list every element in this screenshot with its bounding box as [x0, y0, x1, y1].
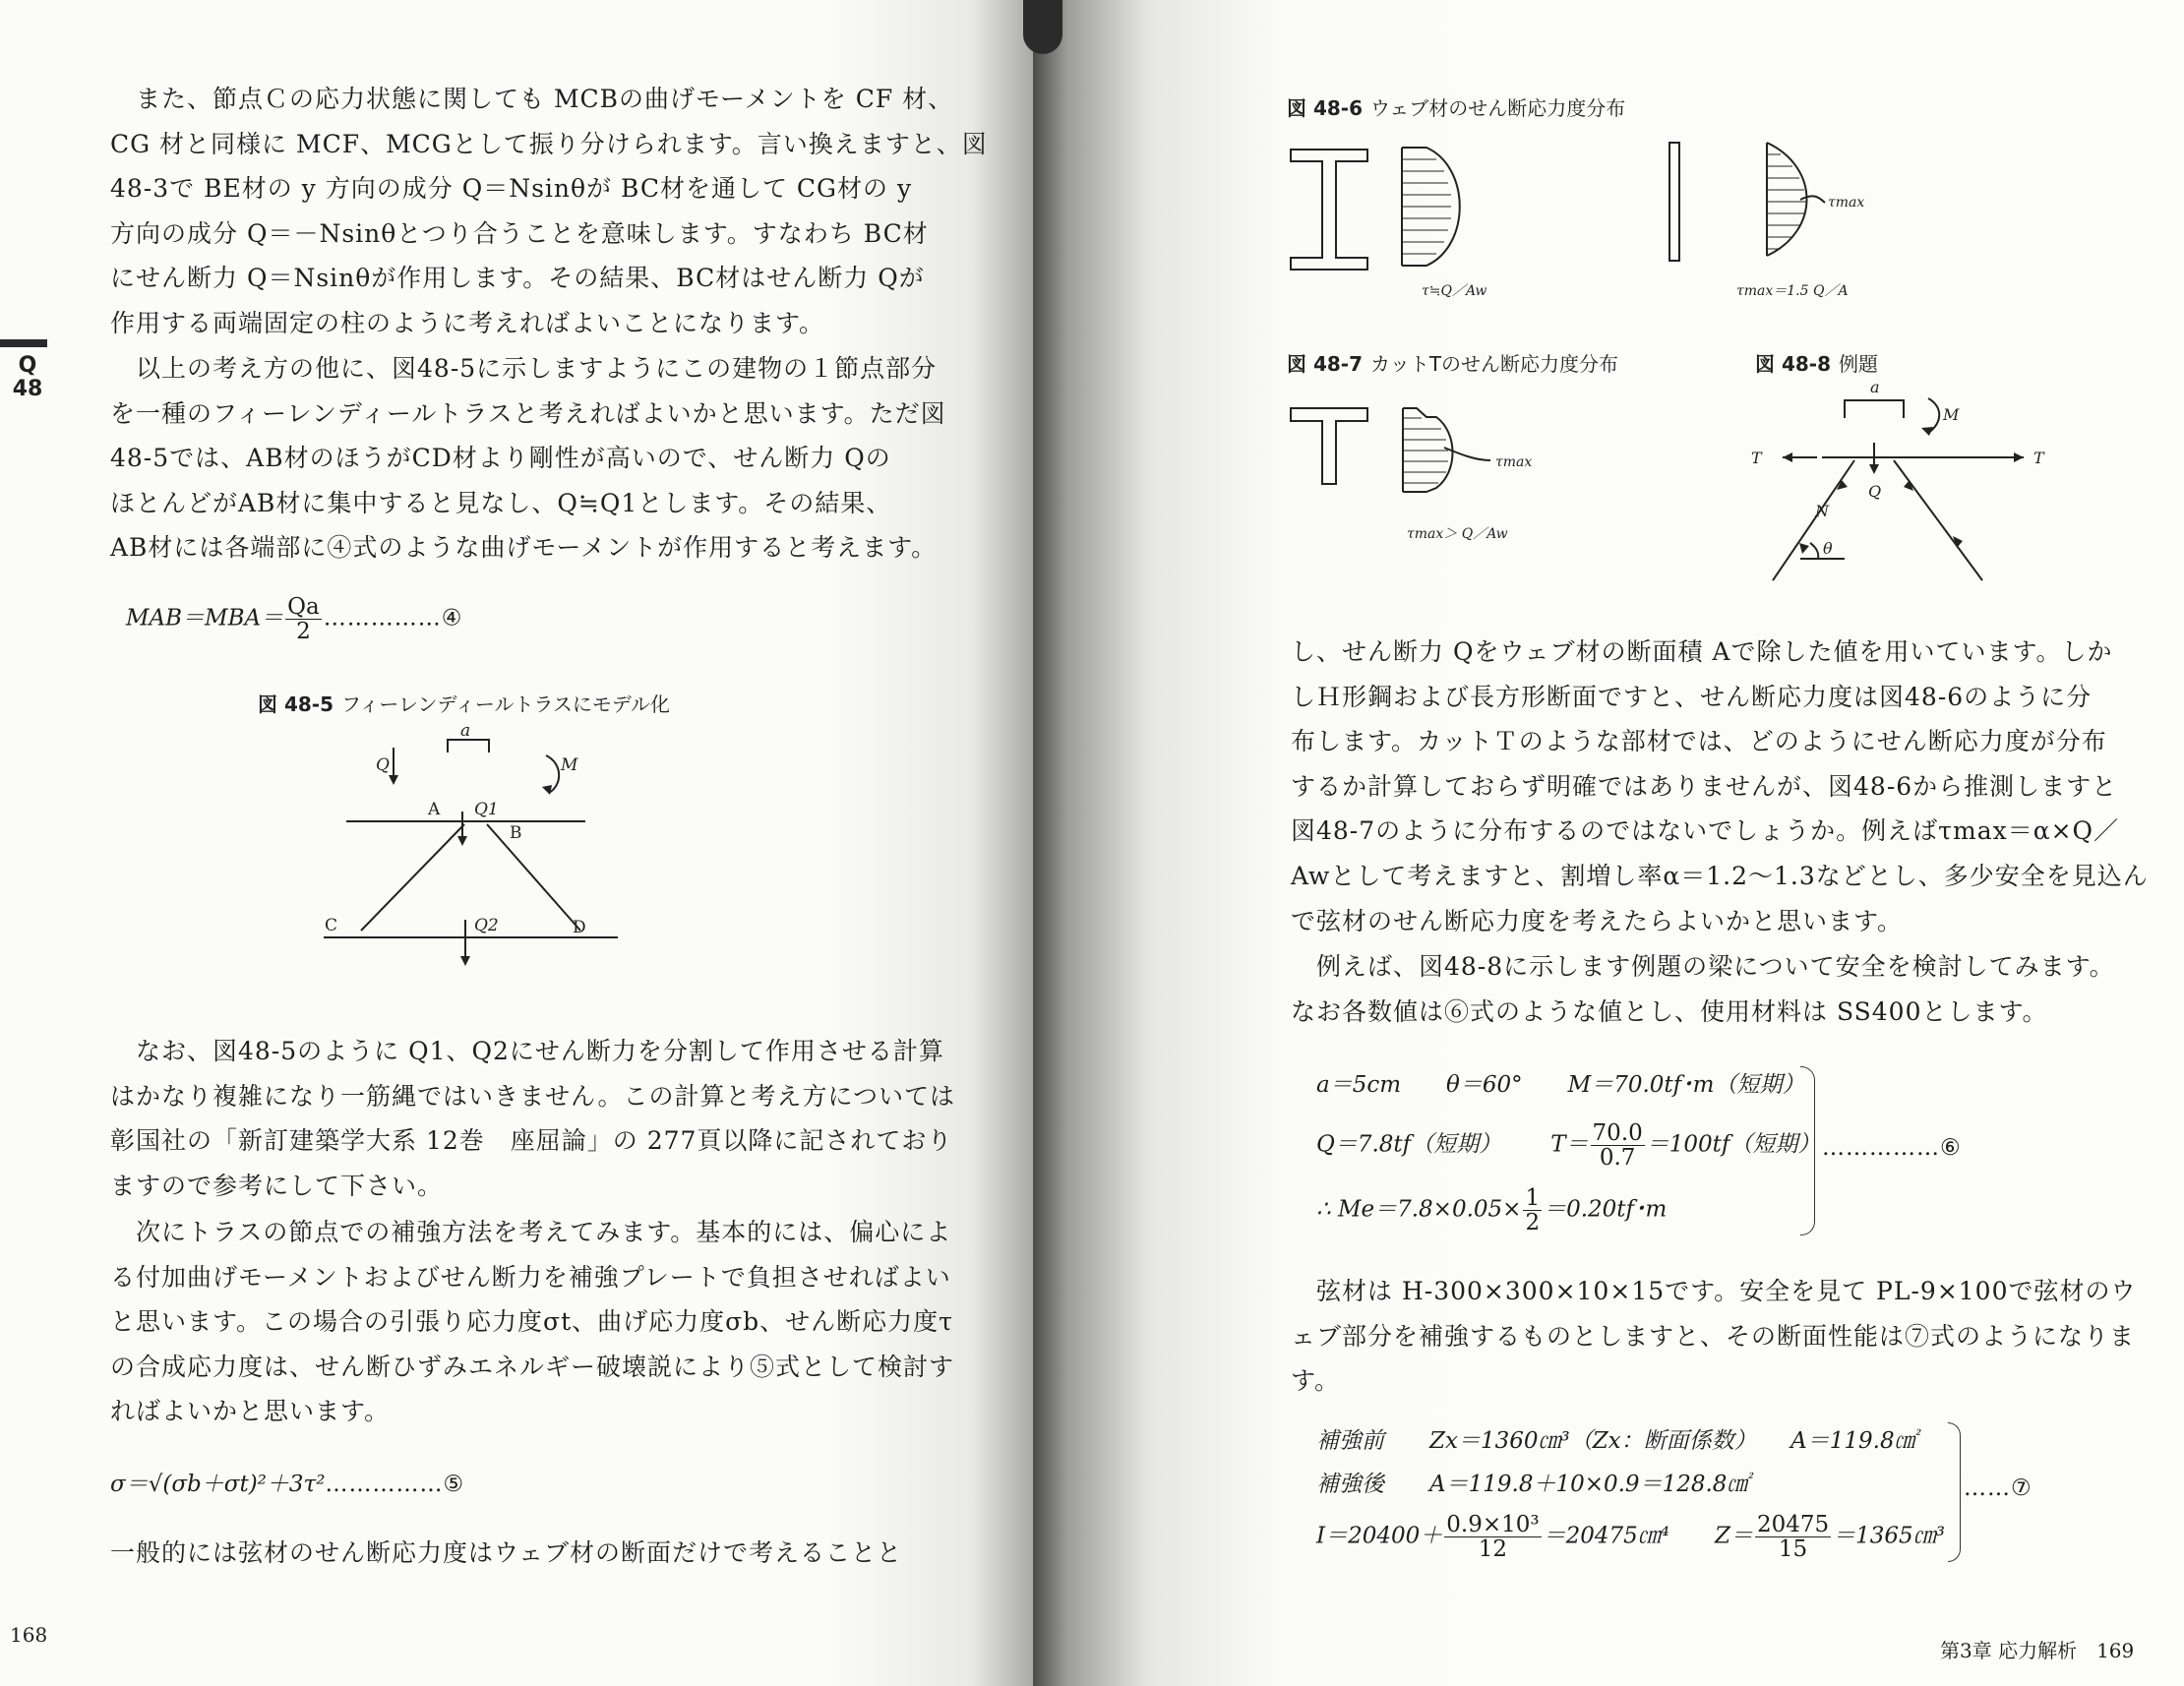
- left-paragraph-2: [110, 346, 946, 571]
- text-line: 一般的には弦材のせん断応力度はウェブ材の断面だけで考えることと: [110, 1538, 903, 1567]
- equation-part: ＝20475㎝⁴ Z＝: [1543, 1523, 1753, 1549]
- figure-number: 図 48-7: [1287, 352, 1364, 376]
- label-c-node: C: [325, 916, 338, 935]
- figure-48-8-diagram: [1746, 379, 2100, 590]
- section-tab-bar: [0, 339, 47, 347]
- label-q1: Q1: [474, 800, 499, 819]
- figure-48-5-diagram: [305, 721, 630, 964]
- fraction: [1591, 1121, 1645, 1170]
- fraction: [285, 595, 322, 643]
- text-line: はかなり複雑になり一筋縄ではいきません。この計算と考え方については: [110, 1081, 956, 1111]
- text-line: また、節点Ｃの応力状態に関しても MCBの曲げモーメントを CF 材、: [136, 85, 954, 113]
- text-line: にせん断力 Q＝Nsinθが作用します。その結果、BC材はせん断力 Qが: [110, 264, 925, 293]
- equation-7-brace: [1948, 1422, 1961, 1562]
- fraction-denominator: 2: [296, 619, 311, 644]
- label-n: N: [1815, 502, 1829, 520]
- text-line: 作用する両端固定の柱のように考えればよいことになります。: [110, 308, 825, 337]
- text-line: CG 材と同様に MCF、MCGとして振り分けられます。言い換えますと、図: [110, 129, 988, 158]
- label-t-right: T: [2033, 449, 2044, 467]
- label-t-left: T: [1751, 449, 1762, 467]
- text-line: す。: [1291, 1366, 1341, 1396]
- fraction-denominator: 0.7: [1599, 1145, 1636, 1171]
- equation-7-row-2: 補強後 A＝119.8＋10×0.9＝128.8㎠: [1316, 1472, 1750, 1497]
- fraction-numerator: 70.0: [1592, 1120, 1643, 1146]
- text-line: る付加曲げモーメントおよびせん断力を補強プレートで負担させればよい: [110, 1262, 951, 1292]
- left-paragraph-5: [110, 1531, 902, 1576]
- text-line: の合成応力度は、せん断ひずみエネルギー破壊説により⑤式として検討す: [110, 1352, 955, 1381]
- text-line: 方向の成分 Q＝－Nsinθとつり合うことを意味します。すなわち BC材: [110, 218, 929, 248]
- label-q: Q: [1868, 482, 1882, 501]
- right-paragraph-3: [1291, 1269, 2136, 1404]
- dimension-bracket: [448, 740, 489, 753]
- figure-caption: 例題: [1839, 352, 1879, 376]
- figure-48-6-title: [1287, 92, 1625, 121]
- caption-rect-section: τmax＝1.5 Q／A: [1736, 283, 1849, 299]
- text-line: するか計算しておらず明確ではありませんが、図48-6から推測しますと: [1291, 771, 2118, 801]
- label-a-node: A: [428, 800, 441, 819]
- fraction: [1444, 1513, 1541, 1561]
- equation-lhs: MAB＝MBA＝: [126, 605, 284, 632]
- equation-5: [110, 1466, 464, 1498]
- label-theta: θ: [1823, 539, 1833, 558]
- text-line: 図48-7のように分布するのではないでしょうか。例えばτmax＝α×Q／: [1291, 816, 2120, 846]
- fraction-numerator: 20475: [1756, 1512, 1830, 1537]
- equation-part: ＝100tf（短期）: [1646, 1131, 1821, 1158]
- figure-48-8-title: [1755, 348, 1878, 377]
- figure-caption: ウェブ材のせん断応力度分布: [1370, 96, 1626, 120]
- fraction-numerator: 1: [1525, 1185, 1541, 1211]
- equation-part: ∴ Me＝7.8×0.05×: [1316, 1196, 1522, 1223]
- rect-section-icon: [1669, 143, 1679, 261]
- text-line: ェブ部分を補強するものとしますと、その断面性能は⑦式のようになりま: [1291, 1321, 2136, 1351]
- equation-part: ＝1365㎝³: [1833, 1523, 1945, 1549]
- equation-7-row-3: [1316, 1513, 1945, 1561]
- equation-part: I＝20400＋: [1316, 1523, 1443, 1549]
- text-line: 次にトラスの節点での補強方法を考えてみます。基本的には、偏心によ: [136, 1218, 952, 1246]
- text-line: ますので参考にして下さい。: [110, 1171, 444, 1200]
- text-line: ほとんどがAB材に集中すると見なし、Q≒Q1とします。その結果、: [110, 488, 892, 517]
- figure-caption: カットTのせん断応力度分布: [1370, 352, 1619, 376]
- text-line: Awとして考えますと、割増し率α＝1.2～1.3などとし、多少安全を見込ん: [1291, 861, 2149, 890]
- label-b-node: B: [510, 823, 522, 843]
- text-line: 布します。カットＴのような部材では、どのようにせん断応力度が分布: [1291, 727, 2107, 756]
- label-m: M: [561, 755, 578, 775]
- fraction: [1755, 1513, 1831, 1561]
- equation-6-brace: [1800, 1066, 1815, 1235]
- right-paragraph-1: [1291, 630, 2149, 943]
- label-a: a: [1870, 378, 1880, 396]
- diagonal-right: [487, 824, 580, 931]
- equation-4: [126, 595, 462, 643]
- left-page: [0, 0, 1033, 1686]
- label-d-node: D: [573, 918, 586, 937]
- equation-tag: ……………⑥: [1822, 1135, 1962, 1161]
- label-tau-max: τmax: [1495, 454, 1533, 470]
- left-paragraph-3: [110, 1029, 955, 1208]
- text-line: を一種のフィーレンディールトラスと考えればよいかと思います。ただ図: [110, 398, 946, 428]
- text-line: し、せん断力 Qをウェブ材の断面積 Aで除した値を用いています。しか: [1291, 637, 2113, 666]
- equation-body: σ＝√(σb＋σt)²＋3τ²: [110, 1472, 326, 1497]
- equation-tag: ……⑦: [1964, 1475, 2032, 1501]
- text-line: と思います。この場合の引張り応力度σt、曲げ応力度σb、せん断応力度τ: [110, 1307, 954, 1337]
- right-paragraph-2: [1291, 944, 2115, 1034]
- diagonal-right: [1894, 460, 1982, 580]
- cut-t-section-icon: [1291, 408, 1367, 484]
- equation-6-row-3: [1316, 1186, 1667, 1234]
- text-line: 以上の考え方の他に、図48-5に示しますようにこの建物の１節点部分: [136, 354, 938, 383]
- label-tau-max: τmax: [1828, 195, 1865, 211]
- figure-48-7-title: [1287, 348, 1618, 377]
- label-a: a: [460, 721, 471, 741]
- text-line: 48-3で BE材の y 方向の成分 Q＝Nsinθが BC材を通して CG材の y: [110, 174, 913, 204]
- tau-max-leader: [1444, 448, 1490, 460]
- text-line: AB材には各端部に④式のような曲げモーメントが作用すると考えます。: [110, 533, 938, 563]
- caption-h-section: τ≒Q／Aw: [1422, 283, 1487, 299]
- left-paragraph-1: [110, 77, 988, 346]
- text-line: しＨ形鋼および長方形断面ですと、せん断応力度は図48-6のように分: [1291, 682, 2093, 711]
- equation-6-row-2: [1316, 1121, 1820, 1170]
- book-gutter: [1023, 0, 1062, 54]
- figure-48-5-title: [258, 689, 670, 717]
- fraction-denominator: 15: [1778, 1536, 1808, 1562]
- figure-48-6-diagram: [1289, 138, 1865, 305]
- text-line: 48-5では、AB材のほうがCD材より剛性が高いので、せん断力 Qの: [110, 444, 891, 473]
- equation-part: T＝: [1550, 1131, 1589, 1158]
- text-line: ればよいかと思います。: [110, 1397, 391, 1426]
- caption-cut-t: τmax＞ Q／Aw: [1407, 526, 1508, 542]
- fraction-numerator: 0.9×10³: [1446, 1512, 1540, 1537]
- text-line: で弦材のせん断応力度を考えたらよいかと思います。: [1291, 906, 1904, 935]
- text-line: 彰国社の「新訂建築学大系 12巻 座屈論」の 277頁以降に記されており: [110, 1126, 953, 1156]
- text-line: 例えば、図48-8に示します例題の梁について安全を検討してみます。: [1316, 952, 2115, 981]
- h-section-icon: [1291, 150, 1367, 270]
- fraction-numerator: Qa: [287, 594, 320, 620]
- tab-q: Q: [18, 353, 37, 378]
- equation-tag: ……………④: [323, 605, 463, 632]
- angle-arc: [1810, 543, 1818, 559]
- equation-tag: ……………⑤: [325, 1472, 465, 1497]
- text-line: なお各数値は⑥式のような値とし、使用材料は SS400とします。: [1291, 996, 2048, 1026]
- fraction-denominator: 2: [1525, 1210, 1541, 1235]
- figure-48-7-diagram: [1289, 403, 1613, 551]
- label-q2: Q2: [474, 916, 499, 935]
- figure-number: 図 48-5: [258, 692, 334, 716]
- left-paragraph-4: [110, 1210, 954, 1434]
- diagonal-left: [1773, 460, 1854, 580]
- right-page: [1033, 0, 2184, 1686]
- equation-6-row-1: a＝5cm θ＝60° M＝70.0tf･m（短期）: [1316, 1072, 1805, 1098]
- page-footer-right: 第3章 応力解析 169: [1940, 1639, 2135, 1662]
- fraction-denominator: 12: [1478, 1536, 1508, 1562]
- equation-7-row-1: 補強前 Zx＝1360㎝³（Zx：断面係数） A＝119.8㎠: [1316, 1428, 1917, 1454]
- tab-number: 48: [12, 377, 43, 401]
- dimension-bracket: [1845, 400, 1904, 418]
- page-number-left: 168: [10, 1623, 48, 1647]
- label-m: M: [1943, 405, 1960, 424]
- figure-caption: フィーレンディールトラスにモデル化: [341, 692, 670, 716]
- figure-number: 図 48-8: [1755, 352, 1832, 376]
- text-line: 弦材は H-300×300×10×15です。安全を見て PL-9×100で弦材のウ: [1316, 1277, 2137, 1305]
- section-tab-label: [10, 354, 45, 401]
- diagonal-left: [361, 824, 464, 931]
- equation-part: ＝0.20tf･m: [1544, 1196, 1668, 1223]
- figure-number: 図 48-6: [1287, 96, 1364, 120]
- text-line: なお、図48-5のように Q1、Q2にせん断力を分割して作用させる計算: [136, 1037, 944, 1065]
- label-q: Q: [376, 755, 390, 775]
- fraction: [1523, 1186, 1542, 1234]
- equation-part: Q＝7.8tf（短期）: [1316, 1131, 1502, 1158]
